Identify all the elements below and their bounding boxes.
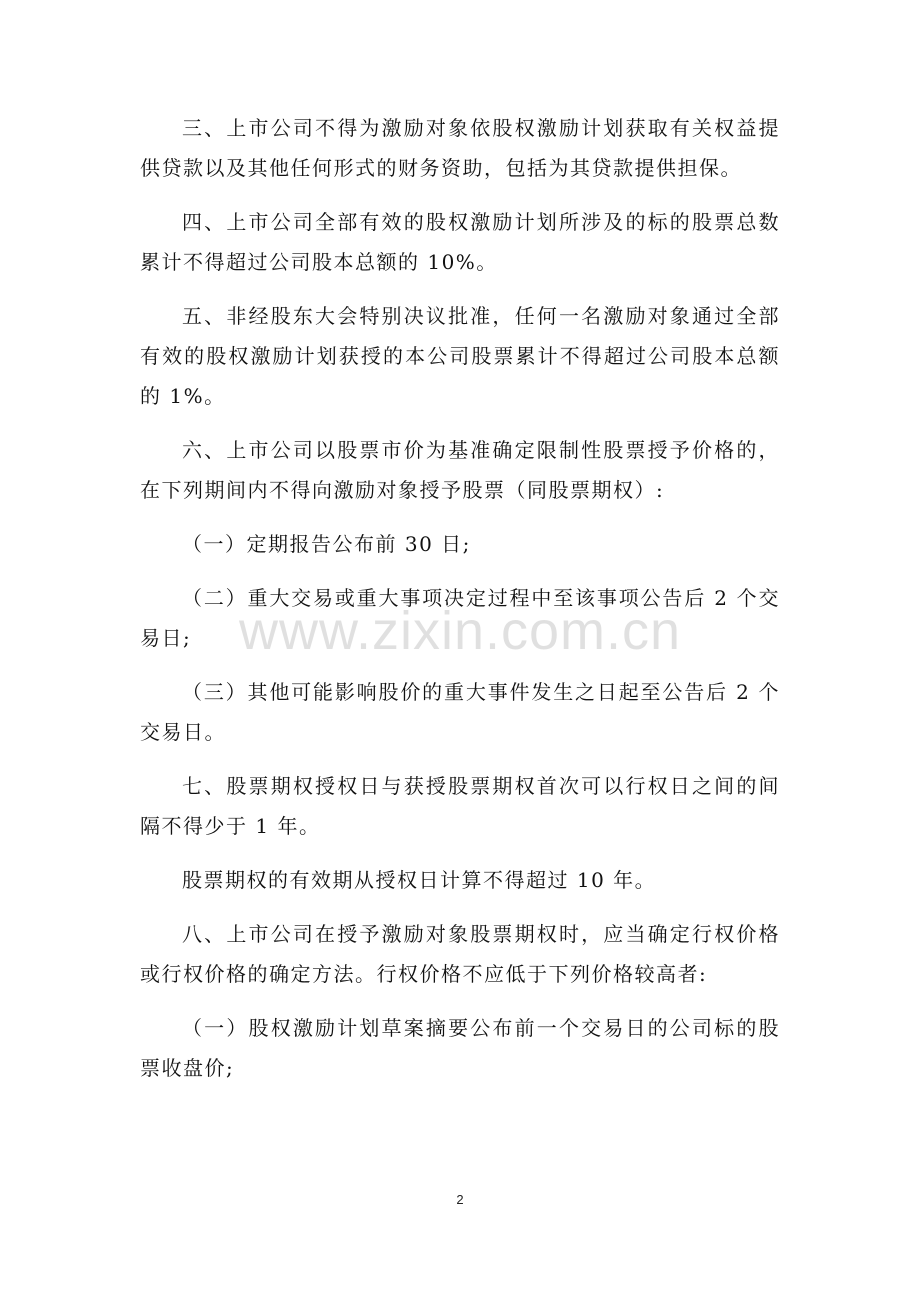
page-number: 2 <box>456 1192 464 1207</box>
paragraph-6-item-2: （二）重大交易或重大事项决定过程中至该事项公告后 2 个交易日; <box>140 586 780 650</box>
paragraph-8-item-1: （一）股权激励计划草案摘要公布前一个交易日的公司标的股票收盘价; <box>140 1016 780 1080</box>
paragraph-6: 六、上市公司以股票市价为基准确定限制性股票授予价格的，在下列期间内不得向激励对象授予股票（同股票期权）: <box>140 438 780 502</box>
paragraph-7: 七、股票期权授权日与获授股票期权首次可以行权日之间的间隔不得少于 1 年。 <box>140 774 780 838</box>
document-body <box>140 108 780 1088</box>
paragraph-7-validity: 股票期权的有效期从授权日计算不得超过 10 年。 <box>182 868 657 892</box>
paragraph-3: 三、上市公司不得为激励对象依股权激励计划获取有关权益提供贷款以及其他任何形式的财务资助，包括为其贷款提供担保。 <box>140 116 780 180</box>
paragraph-6-item-1: （一）定期报告公布前 30 日; <box>182 532 471 556</box>
paragraph-5: 五、非经股东大会特别决议批准，任何一名激励对象通过全部有效的股权激励计划获授的本公司股票累计不得超过公司股本总额的 1%。 <box>140 304 780 408</box>
paragraph-4: 四、上市公司全部有效的股权激励计划所涉及的标的股票总数累计不得超过公司股本总额的 10%。 <box>140 210 780 274</box>
paragraph-6-item-3: （三）其他可能影响股价的重大事件发生之日起至公告后 2 个交易日。 <box>140 680 780 744</box>
watermark: www.zixin.com.cn <box>238 601 682 661</box>
paragraph-8: 八、上市公司在授予激励对象股票期权时，应当确定行权价格或行权价格的确定方法。行权价格不应低于下列价格较高者: <box>140 922 780 986</box>
